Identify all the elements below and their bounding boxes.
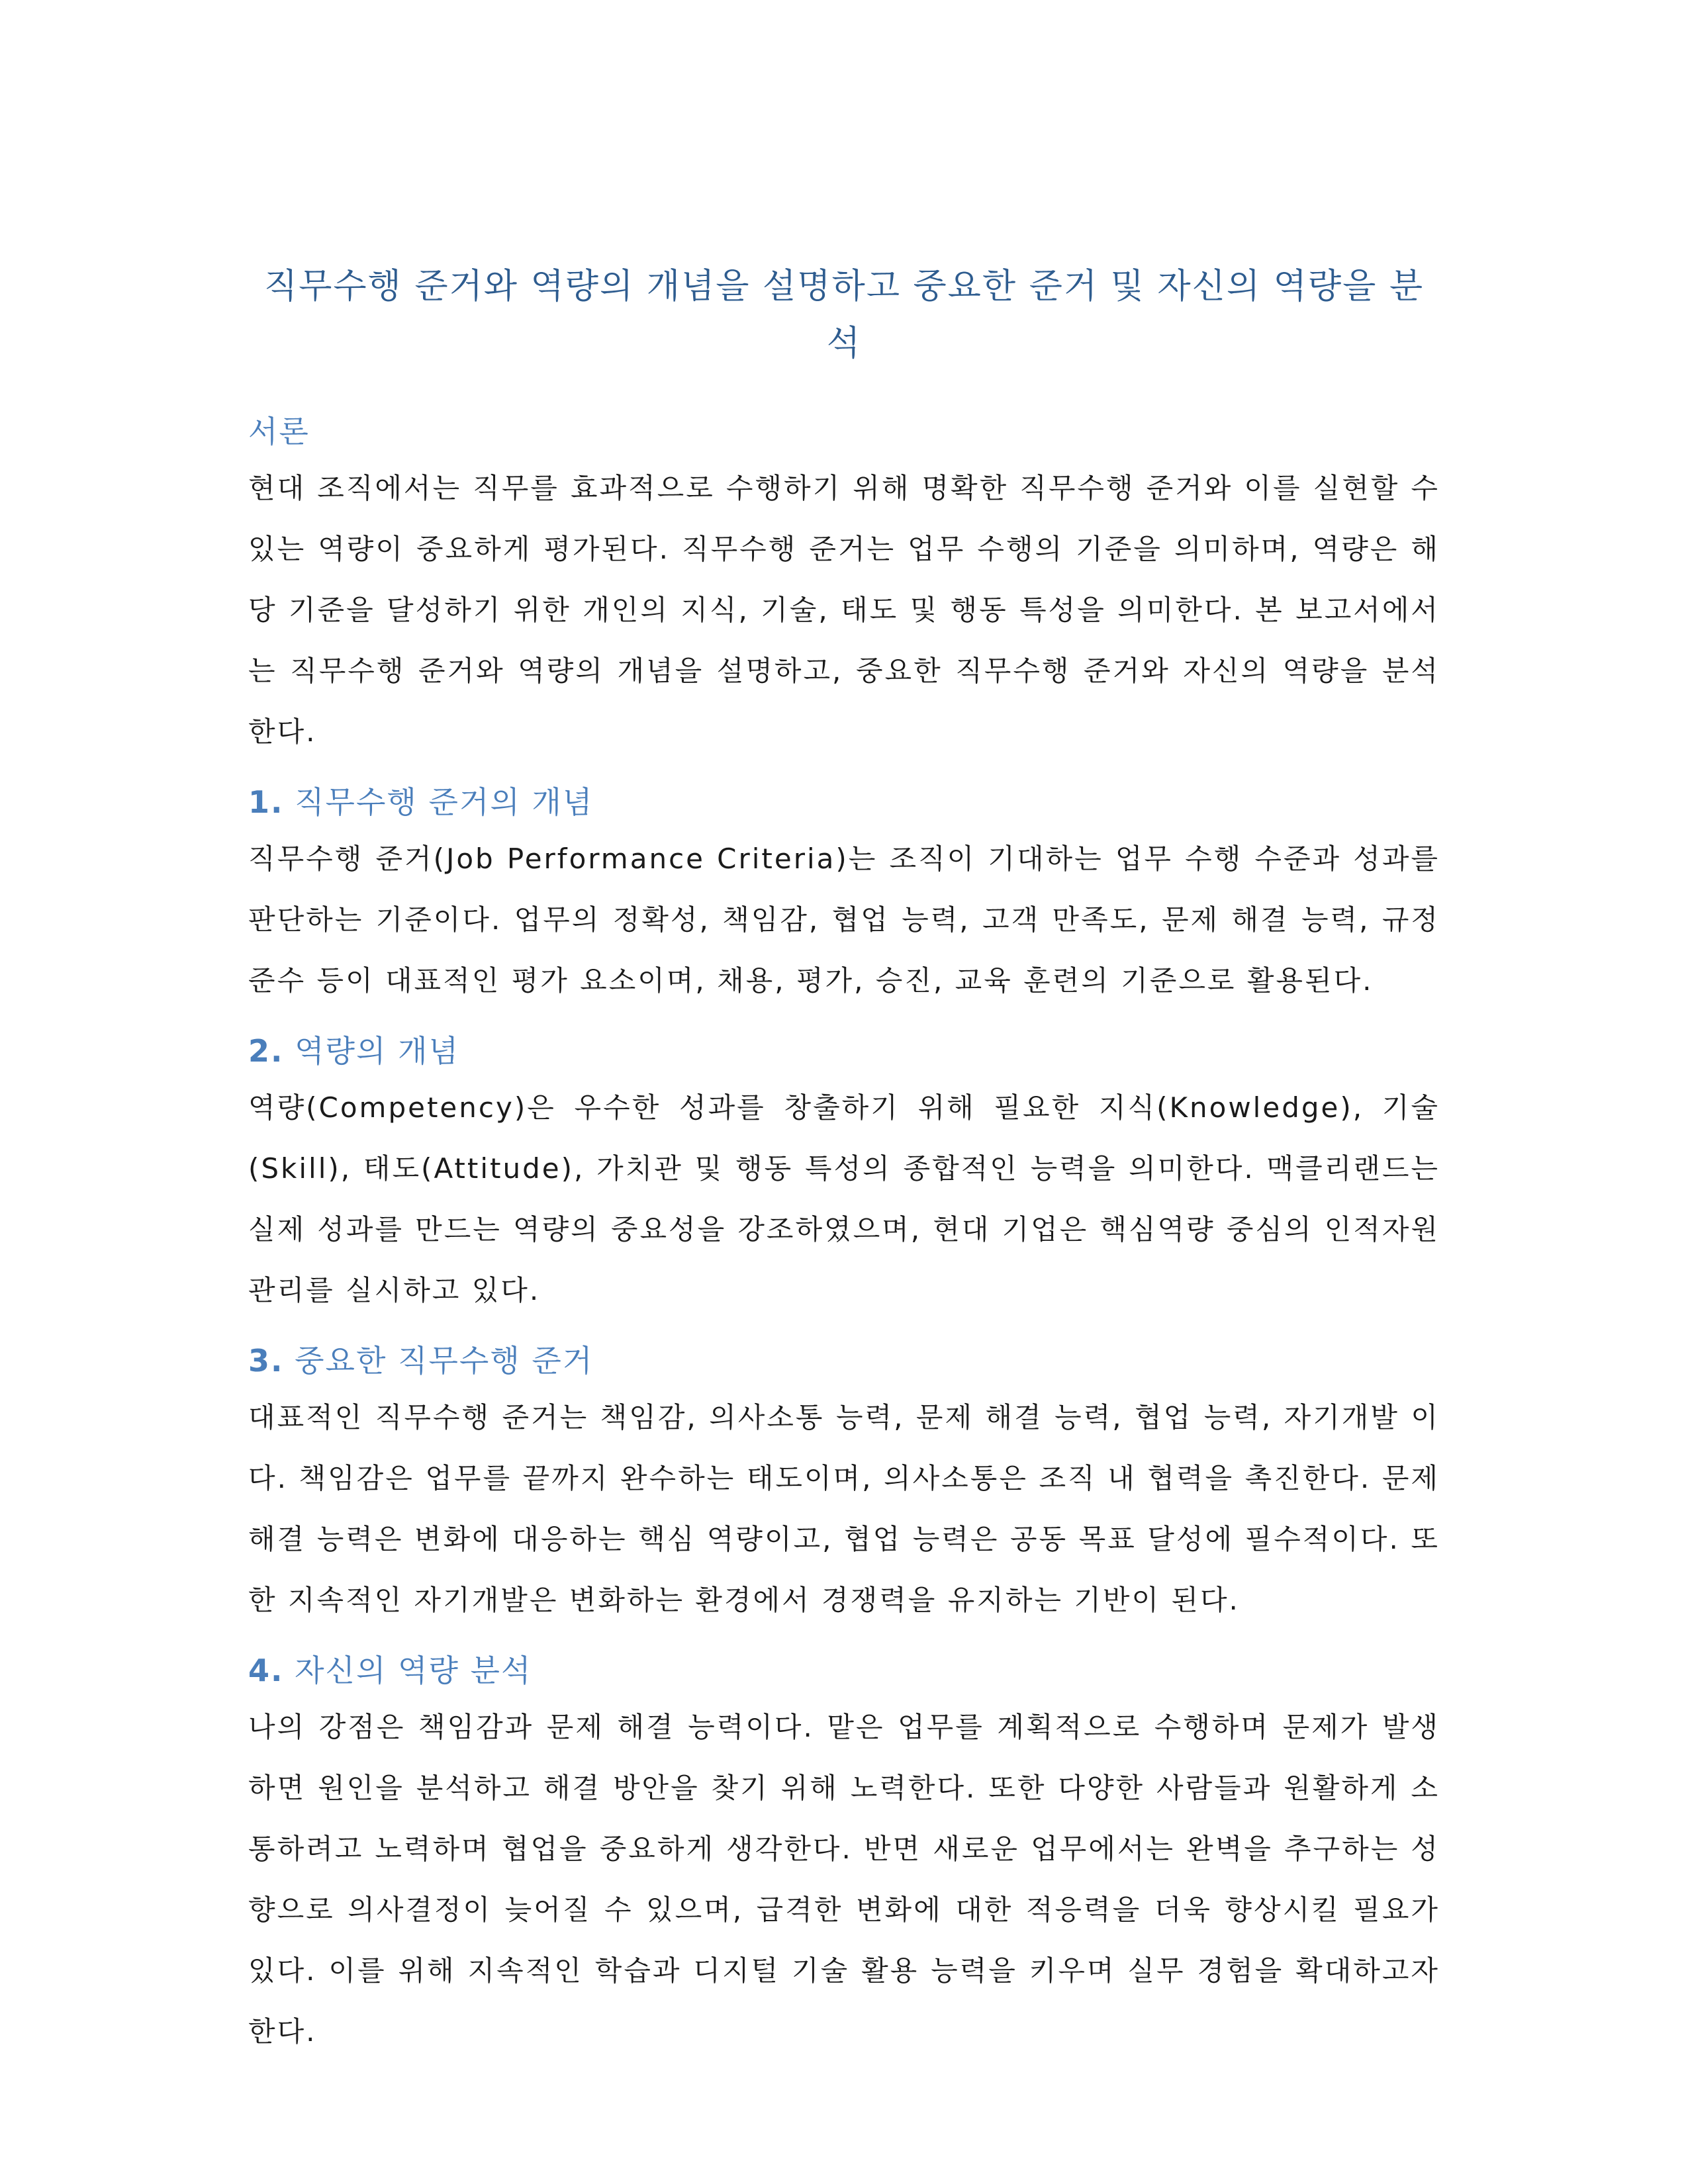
section-body: 현대 조직에서는 직무를 효과적으로 수행하기 위해 명확한 직무수행 준거와 이를 실현할 수 있는 역량이 중요하게 평가된다. 직무수행 준거는 업무 수행의 기준을 의미하며, 역량은 해당 기준을 달성하기 위한 개인의 지식, 기술, 태도 및 행동 특성을 의미한다. 본 보고서에서는 직무수행 준거와 역량의 개념을 설명하고, 중요한 직무수행 준거와 자신의 역량을 분석한다.: [248, 472, 1440, 748]
section-heading: [248, 1341, 1440, 1381]
section-intro: [248, 412, 1440, 762]
document-page: [248, 258, 1440, 2082]
section-number: 4.: [248, 1653, 284, 1688]
section-heading: [248, 1031, 1440, 1071]
section-4: [248, 1651, 1440, 2062]
section-title: 중요한 직무수행 준거: [295, 1343, 594, 1379]
section-1: [248, 782, 1440, 1011]
section-title: 역량의 개념: [295, 1033, 459, 1069]
document-title: 직무수행 준거와 역량의 개념을 설명하고 중요한 준거 및 자신의 역량을 분석: [263, 267, 1425, 363]
section-body: 나의 강점은 책임감과 문제 해결 능력이다. 맡은 업무를 계획적으로 수행하며 문제가 발생하면 원인을 분석하고 해결 방안을 찾기 위해 노력한다. 또한 다양한 사람들과 원활하게 소통하려고 노력하며 협업을 중요하게 생각한다. 반면 새로운 업무에서는 완벽을 추구하는 성향으로 의사결정이 늦어질 수 있으며, 급격한 변화에 대한 적응력을 더욱 향상시킬 필요가 있다. 이를 위해 지속적인 학습과 디지털 기술 활용 능력을 키우며 실무 경험을 확대하고자 한다.: [248, 1711, 1440, 2048]
section-number: 2.: [248, 1033, 284, 1069]
section-heading: [248, 1651, 1440, 1690]
section-title: 직무수행 준거의 개념: [295, 784, 594, 820]
section-number: 1.: [248, 784, 284, 820]
section-title: 서론: [248, 414, 310, 449]
section-body: 직무수행 준거(Job Performance Criteria)는 조직이 기대하는 업무 수행 수준과 성과를 판단하는 기준이다. 업무의 정확성, 책임감, 협업 능력, 고객 만족도, 문제 해결 능력, 규정 준수 등이 대표적인 평가 요소이며, 채용, 평가, 승진, 교육 훈련의 기준으로 활용된다.: [248, 842, 1440, 997]
section-3: [248, 1341, 1440, 1631]
section-heading: [248, 782, 1440, 822]
section-heading: [248, 412, 1440, 451]
section-body: 대표적인 직무수행 준거는 책임감, 의사소통 능력, 문제 해결 능력, 협업 능력, 자기개발 이다. 책임감은 업무를 끝까지 완수하는 태도이며, 의사소통은 조직 내 협력을 촉진한다. 문제 해결 능력은 변화에 대응하는 핵심 역량이고, 협업 능력은 공동 목표 달성에 필수적이다. 또한 지속적인 자기개발은 변화하는 환경에서 경쟁력을 유지하는 기반이 된다.: [248, 1401, 1440, 1616]
section-body: 역량(Competency)은 우수한 성과를 창출하기 위해 필요한 지식(Knowledge), 기술(Skill), 태도(Attitude), 가치관 및 행동 특성의 종합적인 능력을 의미한다. 맥클리랜드는 실제 성과를 만드는 역량의 중요성을 강조하였으며, 현대 기업은 핵심역량 중심의 인적자원관리를 실시하고 있다.: [248, 1091, 1440, 1306]
section-number: 3.: [248, 1343, 284, 1379]
section-title: 자신의 역량 분석: [295, 1653, 532, 1688]
section-2: [248, 1031, 1440, 1321]
